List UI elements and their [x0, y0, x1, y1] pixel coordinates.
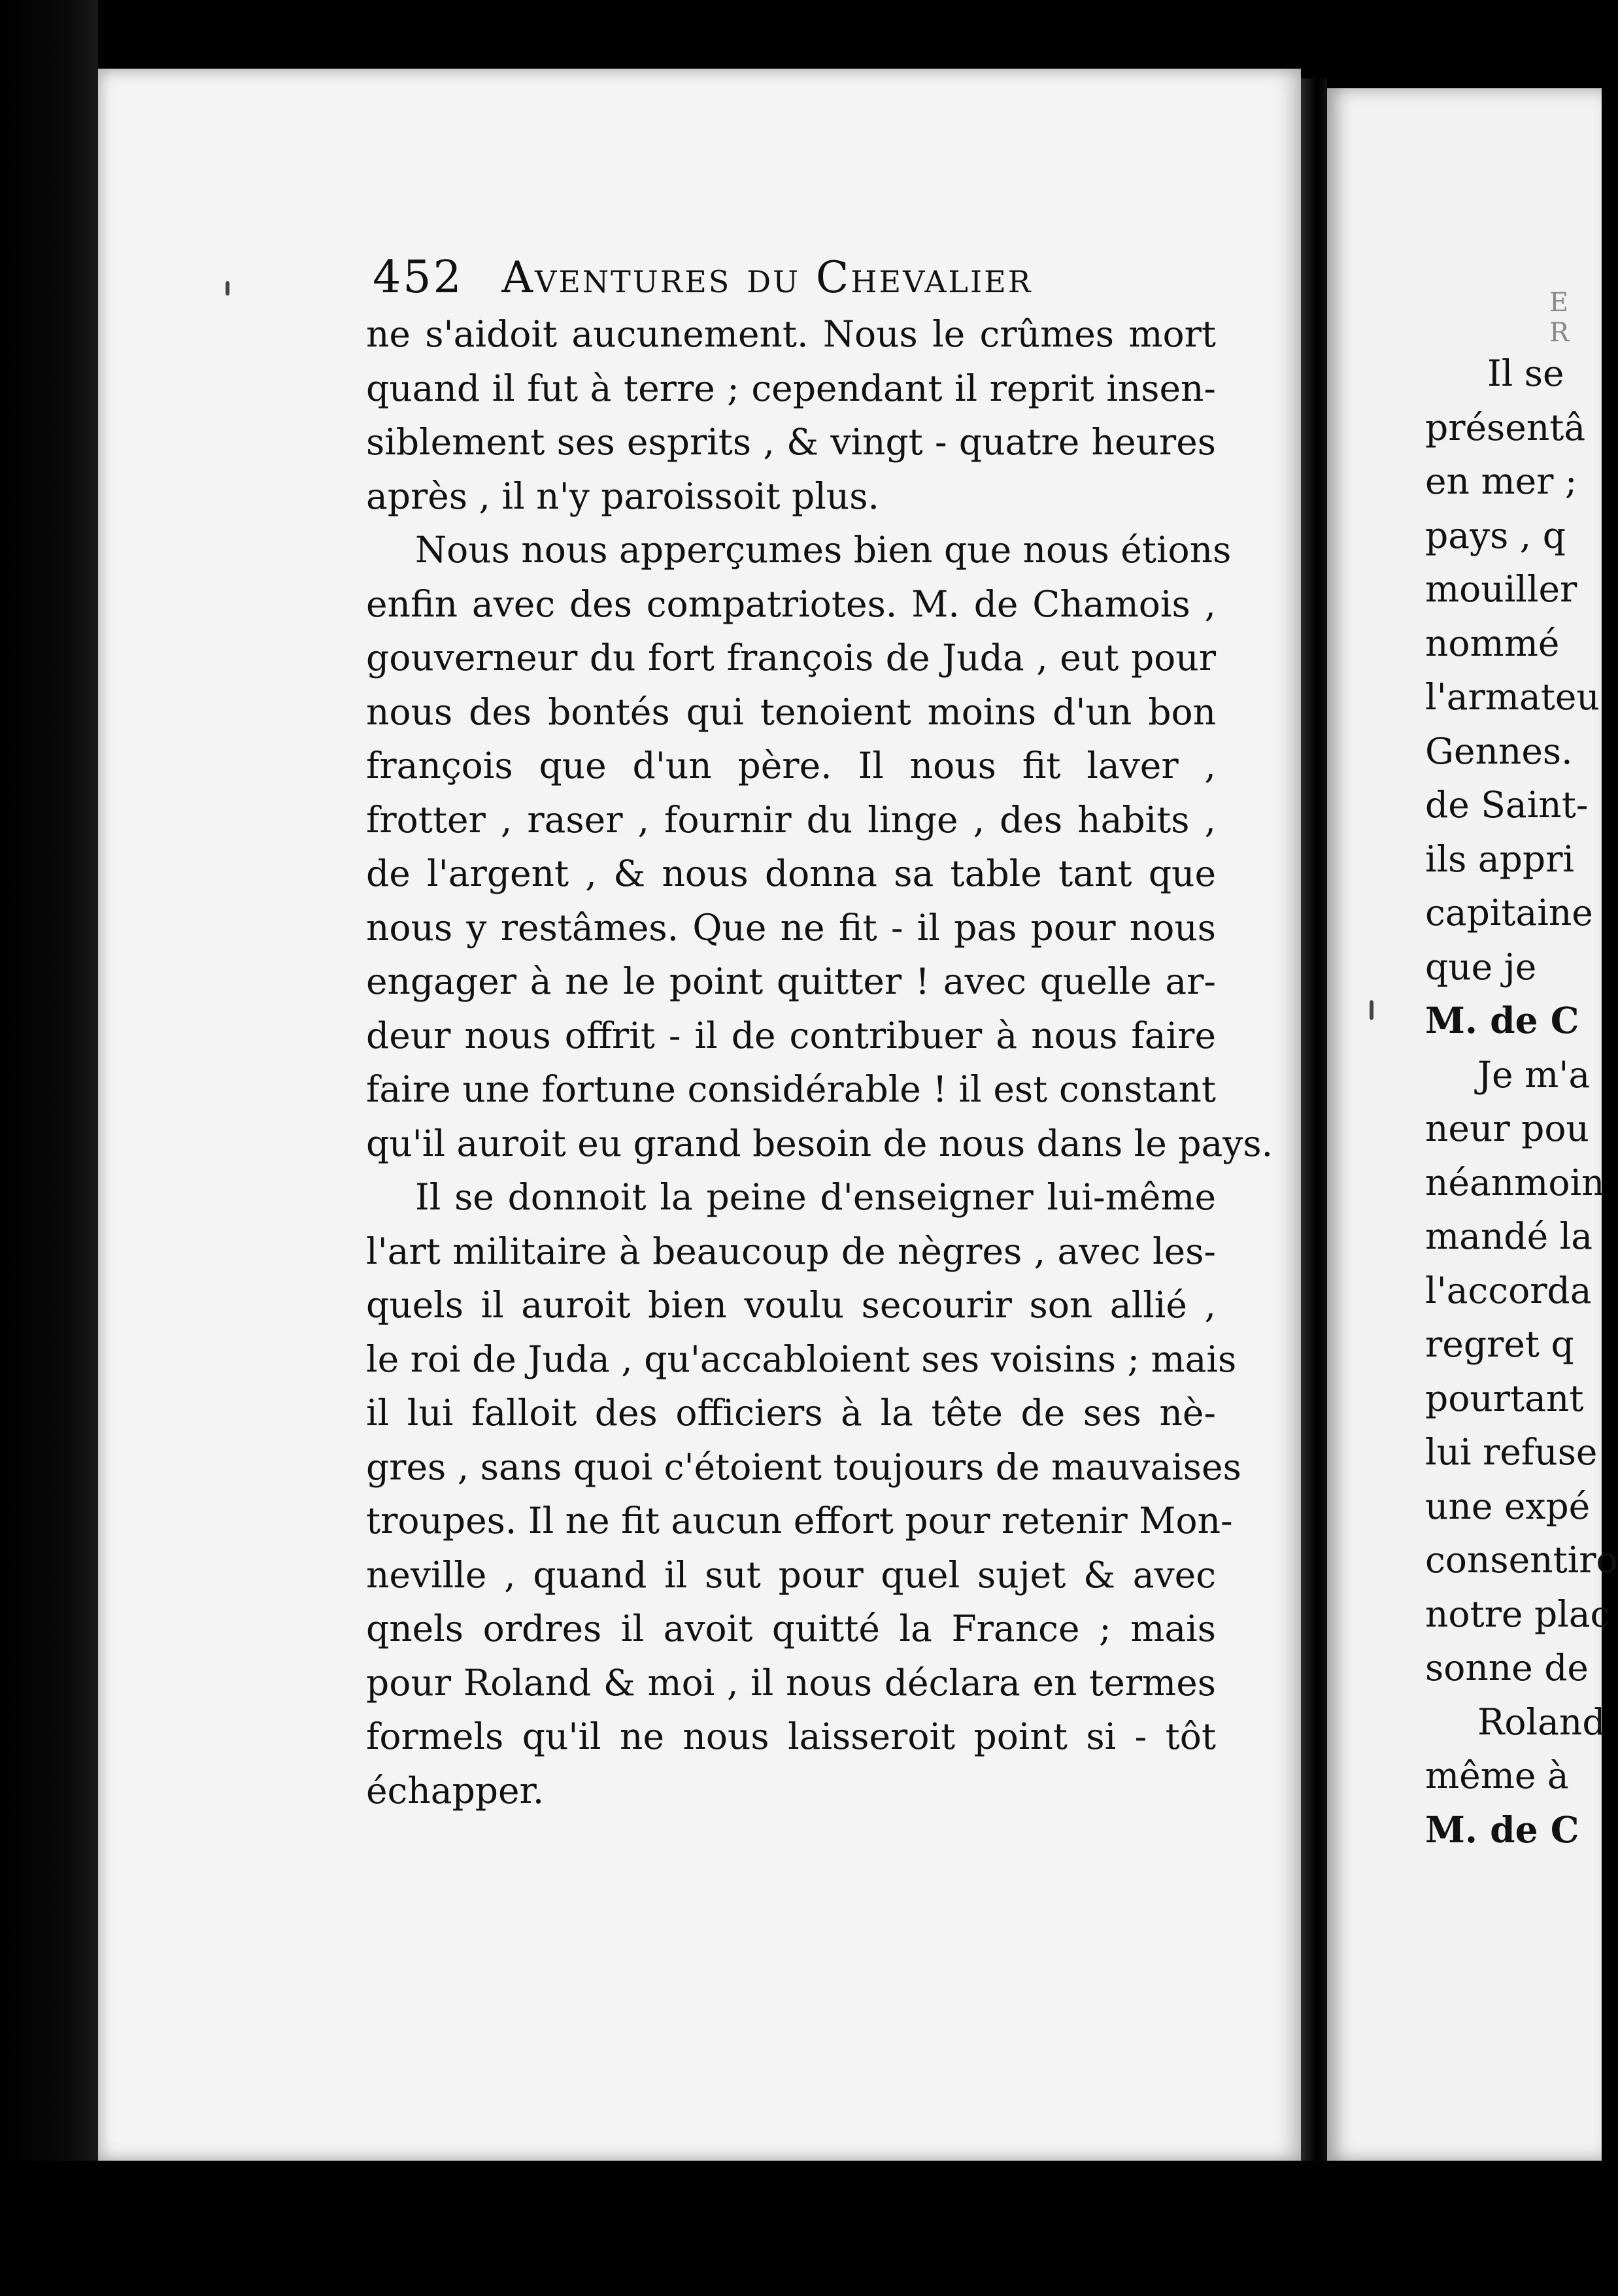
text-line: même à	[1425, 1755, 1569, 1797]
text-line: capitaine	[1425, 892, 1593, 934]
text-line: Il se	[1487, 352, 1564, 394]
text-line: échapper.	[366, 1769, 545, 1812]
text-line: néanmoin	[1425, 1161, 1605, 1204]
scan-background-bottom	[0, 2161, 1593, 2296]
text-line: l'art militaire à beaucoup de nègres , avec les-	[366, 1230, 1216, 1272]
text-line: nous y restâmes. Que ne fit - il pas pour nous	[366, 906, 1216, 949]
text-line: françois que d'un père. Il nous fit laver ,	[366, 745, 1216, 786]
text-line: le roi de Juda , qu'accabloient ses voisins ; mais	[366, 1338, 1237, 1380]
paragraph-start-line: Il se donnoit la peine d'enseigner lui-même	[415, 1176, 1216, 1218]
text-line: deur nous offrit - il de contribuer à nous faire	[366, 1014, 1216, 1056]
right-page-text	[1425, 346, 1618, 1857]
right-page-header-fragment: E R	[1549, 288, 1570, 348]
text-line: présentâ	[1425, 406, 1586, 448]
text-line: en mer ;	[1425, 460, 1577, 502]
text-line: troupes. Il ne fit aucun effort pour retenir Mon-	[366, 1500, 1233, 1542]
text-line: mouiller	[1425, 568, 1577, 610]
page-number: 452	[373, 252, 463, 303]
text-line: enfin avec des compatriotes. M. de Chamois ,	[366, 582, 1216, 625]
text-line: qu'il auroit eu grand besoin de nous dans le pays.	[366, 1122, 1273, 1164]
text-line: neur pou	[1425, 1107, 1589, 1149]
text-line: Gennes.	[1425, 730, 1573, 772]
text-line: mandé la	[1425, 1215, 1593, 1257]
paragraph-start-line: Roland	[1477, 1700, 1606, 1743]
paragraph-start-line: Nous nous apperçumes bien que nous étions	[415, 529, 1232, 571]
text-line: gouverneur du fort françois de Juda , eut pour	[366, 637, 1216, 679]
text-line: après , il n'y paroissoit plus.	[366, 475, 879, 517]
text-line: quand il fut à terre ; cependant il reprit insen-	[366, 367, 1216, 409]
scan-background-left	[0, 0, 98, 2296]
text-line: pourtant	[1425, 1377, 1584, 1419]
text-line: nommé	[1425, 622, 1560, 664]
text-line: il lui falloit des officiers à la tête de ses nè-	[366, 1392, 1216, 1434]
text-line: nous des bontés qui tenoient moins d'un bon	[366, 690, 1216, 733]
text-line: M. de C	[1425, 1808, 1579, 1851]
text-line: l'accorda	[1425, 1269, 1592, 1311]
book-gutter	[1301, 78, 1327, 2170]
text-line: qnels ordres il avoit quitté la France ; mais	[366, 1608, 1216, 1649]
text-line: de l'argent , & nous donna sa table tant que	[366, 853, 1216, 894]
text-line: que je	[1425, 945, 1537, 988]
text-line: formels qu'il ne nous laisseroit point si - tôt	[366, 1715, 1216, 1757]
text-line: M. de C	[1425, 999, 1579, 1041]
text-line: engager à ne le point quitter ! avec quelle ar-	[366, 960, 1216, 1002]
text-line: frotter , raser , fournir du linge , des habits ,	[366, 798, 1216, 841]
text-line: sonne de	[1425, 1647, 1589, 1689]
text-line: lui refuse	[1425, 1431, 1598, 1473]
text-line: siblement ses esprits , & vingt - quatre heures	[366, 421, 1216, 463]
text-line: gres , sans quoi c'étoient toujours de mauvaises	[366, 1445, 1241, 1488]
text-line: de Saint-	[1425, 784, 1589, 826]
text-line: regret q	[1425, 1323, 1574, 1365]
scan-speck	[226, 281, 229, 295]
text-line: faire une fortune considérable ! il est constant	[366, 1068, 1216, 1110]
text-line: ne s'aidoit aucunement. Nous le crûmes mort	[366, 313, 1216, 355]
scan-speck	[1370, 1000, 1374, 1020]
text-line: ils appri	[1425, 837, 1574, 880]
text-line: une expé	[1425, 1485, 1591, 1527]
text-line: pays , q	[1425, 514, 1566, 556]
text-line: pour Roland & moi , il nous déclara en termes	[366, 1661, 1216, 1704]
text-line: neville , quand il sut pour quel sujet & avec	[366, 1553, 1216, 1596]
paragraph-start-line: Je m'a	[1477, 1053, 1591, 1096]
text-line: notre plac	[1425, 1593, 1611, 1635]
running-title: Aventures du Chevalier	[501, 252, 1033, 303]
left-page-text	[366, 307, 1273, 1817]
text-line: l'armateu	[1425, 676, 1600, 718]
running-head	[373, 252, 1222, 311]
text-line: consentiro	[1425, 1539, 1618, 1581]
text-line: quels il auroit bien voulu secourir son allié ,	[366, 1284, 1216, 1326]
